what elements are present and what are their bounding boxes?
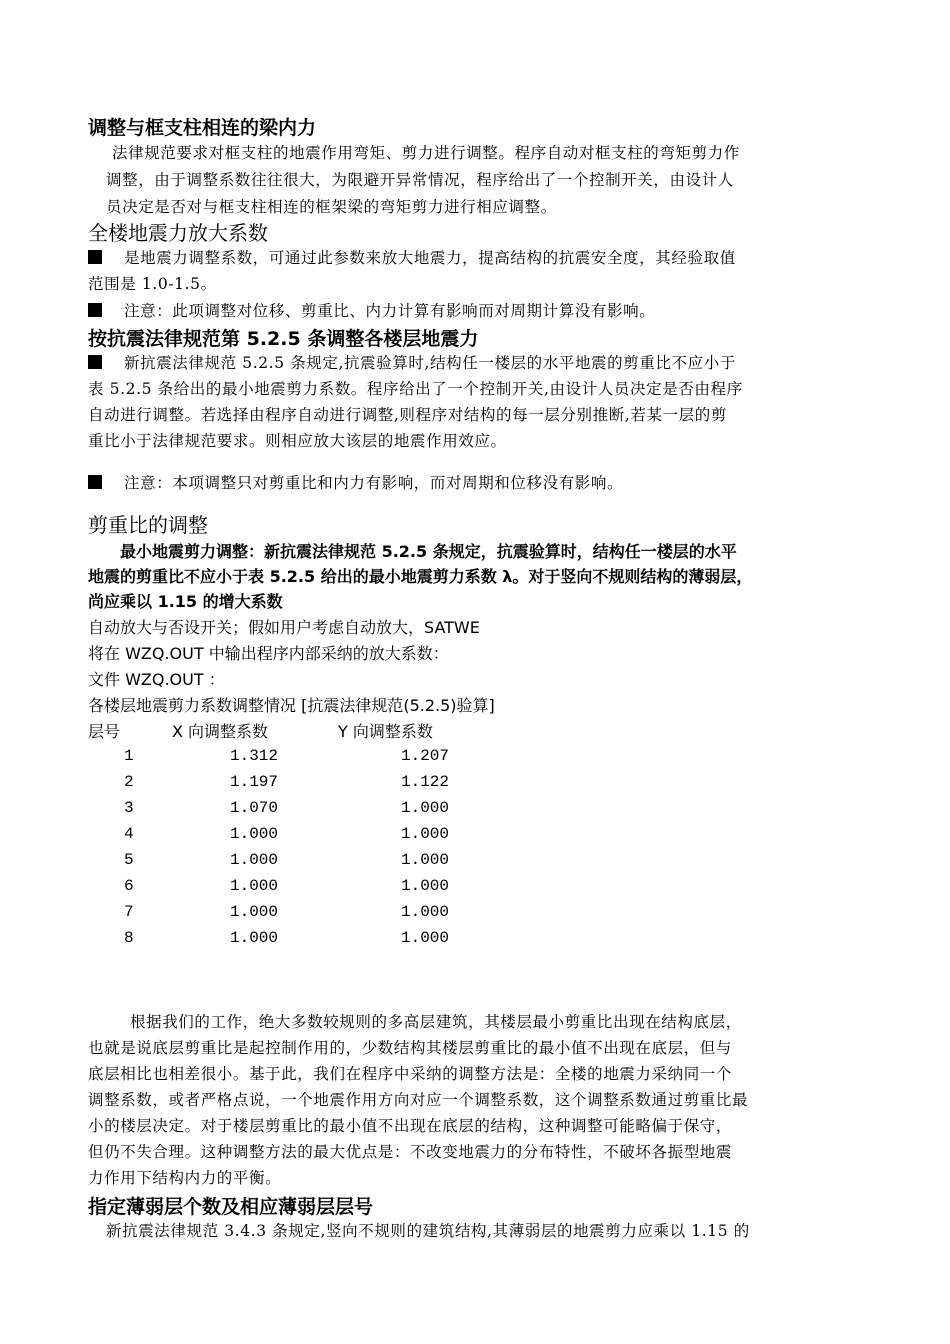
table-row: 4 1.000 1.000: [124, 825, 450, 843]
text-line: 自动放大与否设开关；假如用户考虑自动放大，SATWE: [88, 618, 480, 637]
bold-paragraph-line: 地震的剪重比不应小于表 5.2.5 给出的最小地震剪力系数 λ。对于竖向不规则结构的薄弱层，: [88, 567, 753, 586]
heading-beam-force-adjust: 调整与框支柱相连的梁内力: [88, 117, 317, 139]
table-row: 8 1.000 1.000: [124, 929, 450, 947]
bullet-square-icon: [88, 475, 102, 489]
bold-paragraph-line: 尚应乘以 1.15 的增大系数: [88, 592, 283, 611]
paragraph-line: 重比小于法律规范要求。则相应放大该层的地震作用效应。: [88, 432, 507, 450]
paragraph-line: 也就是说底层剪重比是起控制作用的，少数结构其楼层剪重比的最小值不出现在底层，但与: [88, 1039, 733, 1057]
paragraph-line: 底层相比也相差很小。基于此，我们在程序中采纳的调整方法是：全楼的地震力采纳同一个: [88, 1065, 733, 1083]
table-row: 3 1.070 1.000: [124, 799, 450, 817]
bullet-square-icon: [88, 250, 102, 264]
table-row: 7 1.000 1.000: [124, 903, 450, 921]
table-row: 6 1.000 1.000: [124, 877, 450, 895]
table-header: [88, 719, 588, 745]
bullet-line: 注意：本项调整只对剪重比和内力有影响，而对周期和位移没有影响。: [88, 471, 623, 493]
text-line: 将在 WZQ.OUT 中输出程序内部采纳的放大系数：: [88, 644, 449, 663]
bullet-line: 注意：此项调整对位移、剪重比、内力计算有影响而对周期计算没有影响。: [88, 299, 655, 321]
paragraph-line: 员决定是否对与框支柱相连的框架梁的弯矩剪力进行相应调整。: [106, 198, 557, 216]
bullet-square-icon: [88, 355, 102, 369]
text-line: 文件 WZQ.OUT ：: [88, 670, 225, 689]
column-header-x: X 向调整系数: [172, 722, 269, 741]
bullet-line: 新抗震法律规范 5.2.5 条规定,抗震验算时,结构任一楼层的水平地震的剪重比不应小于: [88, 351, 736, 373]
column-header-y: Y 向调整系数: [338, 722, 433, 741]
paragraph-line: 法律规范要求对框支柱的地震作用弯矩、剪力进行调整。程序自动对框支柱的弯矩剪力作: [112, 144, 740, 162]
paragraph-line: 新抗震法律规范 3.4.3 条规定,竖向不规则的建筑结构,其薄弱层的地震剪力应乘以 1.15 的: [106, 1222, 750, 1240]
bullet-square-icon: [88, 303, 102, 317]
heading-shear-weight-ratio: 剪重比的调整: [88, 513, 208, 537]
table-row: 2 1.197 1.122: [124, 773, 450, 791]
paragraph-line: 调整，由于调整系数往往很大，为限避开异常情况，程序给出了一个控制开关，由设计人: [106, 171, 734, 189]
bold-paragraph-line: 最小地震剪力调整：新抗震法律规范 5.2.5 条规定，抗震验算时，结构任一楼层的水平: [120, 542, 737, 561]
paragraph-line: 根据我们的工作，绝大多数较规则的多高层建筑，其楼层最小剪重比出现在结构底层，: [130, 1013, 742, 1031]
paragraph-line: 范围是 1.0-1.5。: [88, 275, 217, 293]
column-header-layer: 层号: [88, 722, 121, 741]
heading-weak-storey: 指定薄弱层个数及相应薄弱层层号: [88, 1196, 374, 1218]
paragraph-line: 调整系数，或者严格点说，一个地震作用方向对应一个调整系数，这个调整系数通过剪重比最: [88, 1091, 749, 1109]
table-row: 1 1.312 1.207: [124, 747, 450, 765]
paragraph-line: 力作用下结构内力的平衡。: [88, 1169, 282, 1187]
table-row: 5 1.000 1.000: [124, 851, 450, 869]
heading-525-adjust: 按抗震法律规范第 5.2.5 条调整各楼层地震力: [88, 328, 479, 350]
paragraph-line: 自动进行调整。若选择由程序自动进行调整,则程序对结构的每一层分别推断,若某一层的剪: [88, 406, 727, 424]
paragraph-line: 小的楼层决定。对于楼层剪重比的最小值不出现在底层的结构，这种调整可能略偏于保守，: [88, 1117, 733, 1135]
paragraph-line: 表 5.2.5 条给出的最小地震剪力系数。程序给出了一个控制开关,由设计人员决定是否由程序: [88, 380, 743, 398]
bullet-line: 是地震力调整系数，可通过此参数来放大地震力，提高结构的抗震安全度，其经验取值: [88, 246, 736, 268]
paragraph-line: 但仍不失合理。这种调整方法的最大优点是：不改变地震力的分布特性，不破坏各振型地震: [88, 1143, 733, 1161]
text-line: 各楼层地震剪力系数调整情况 [抗震法律规范(5.2.5)验算]: [88, 696, 495, 715]
heading-seismic-amplification: 全楼地震力放大系数: [88, 221, 268, 245]
